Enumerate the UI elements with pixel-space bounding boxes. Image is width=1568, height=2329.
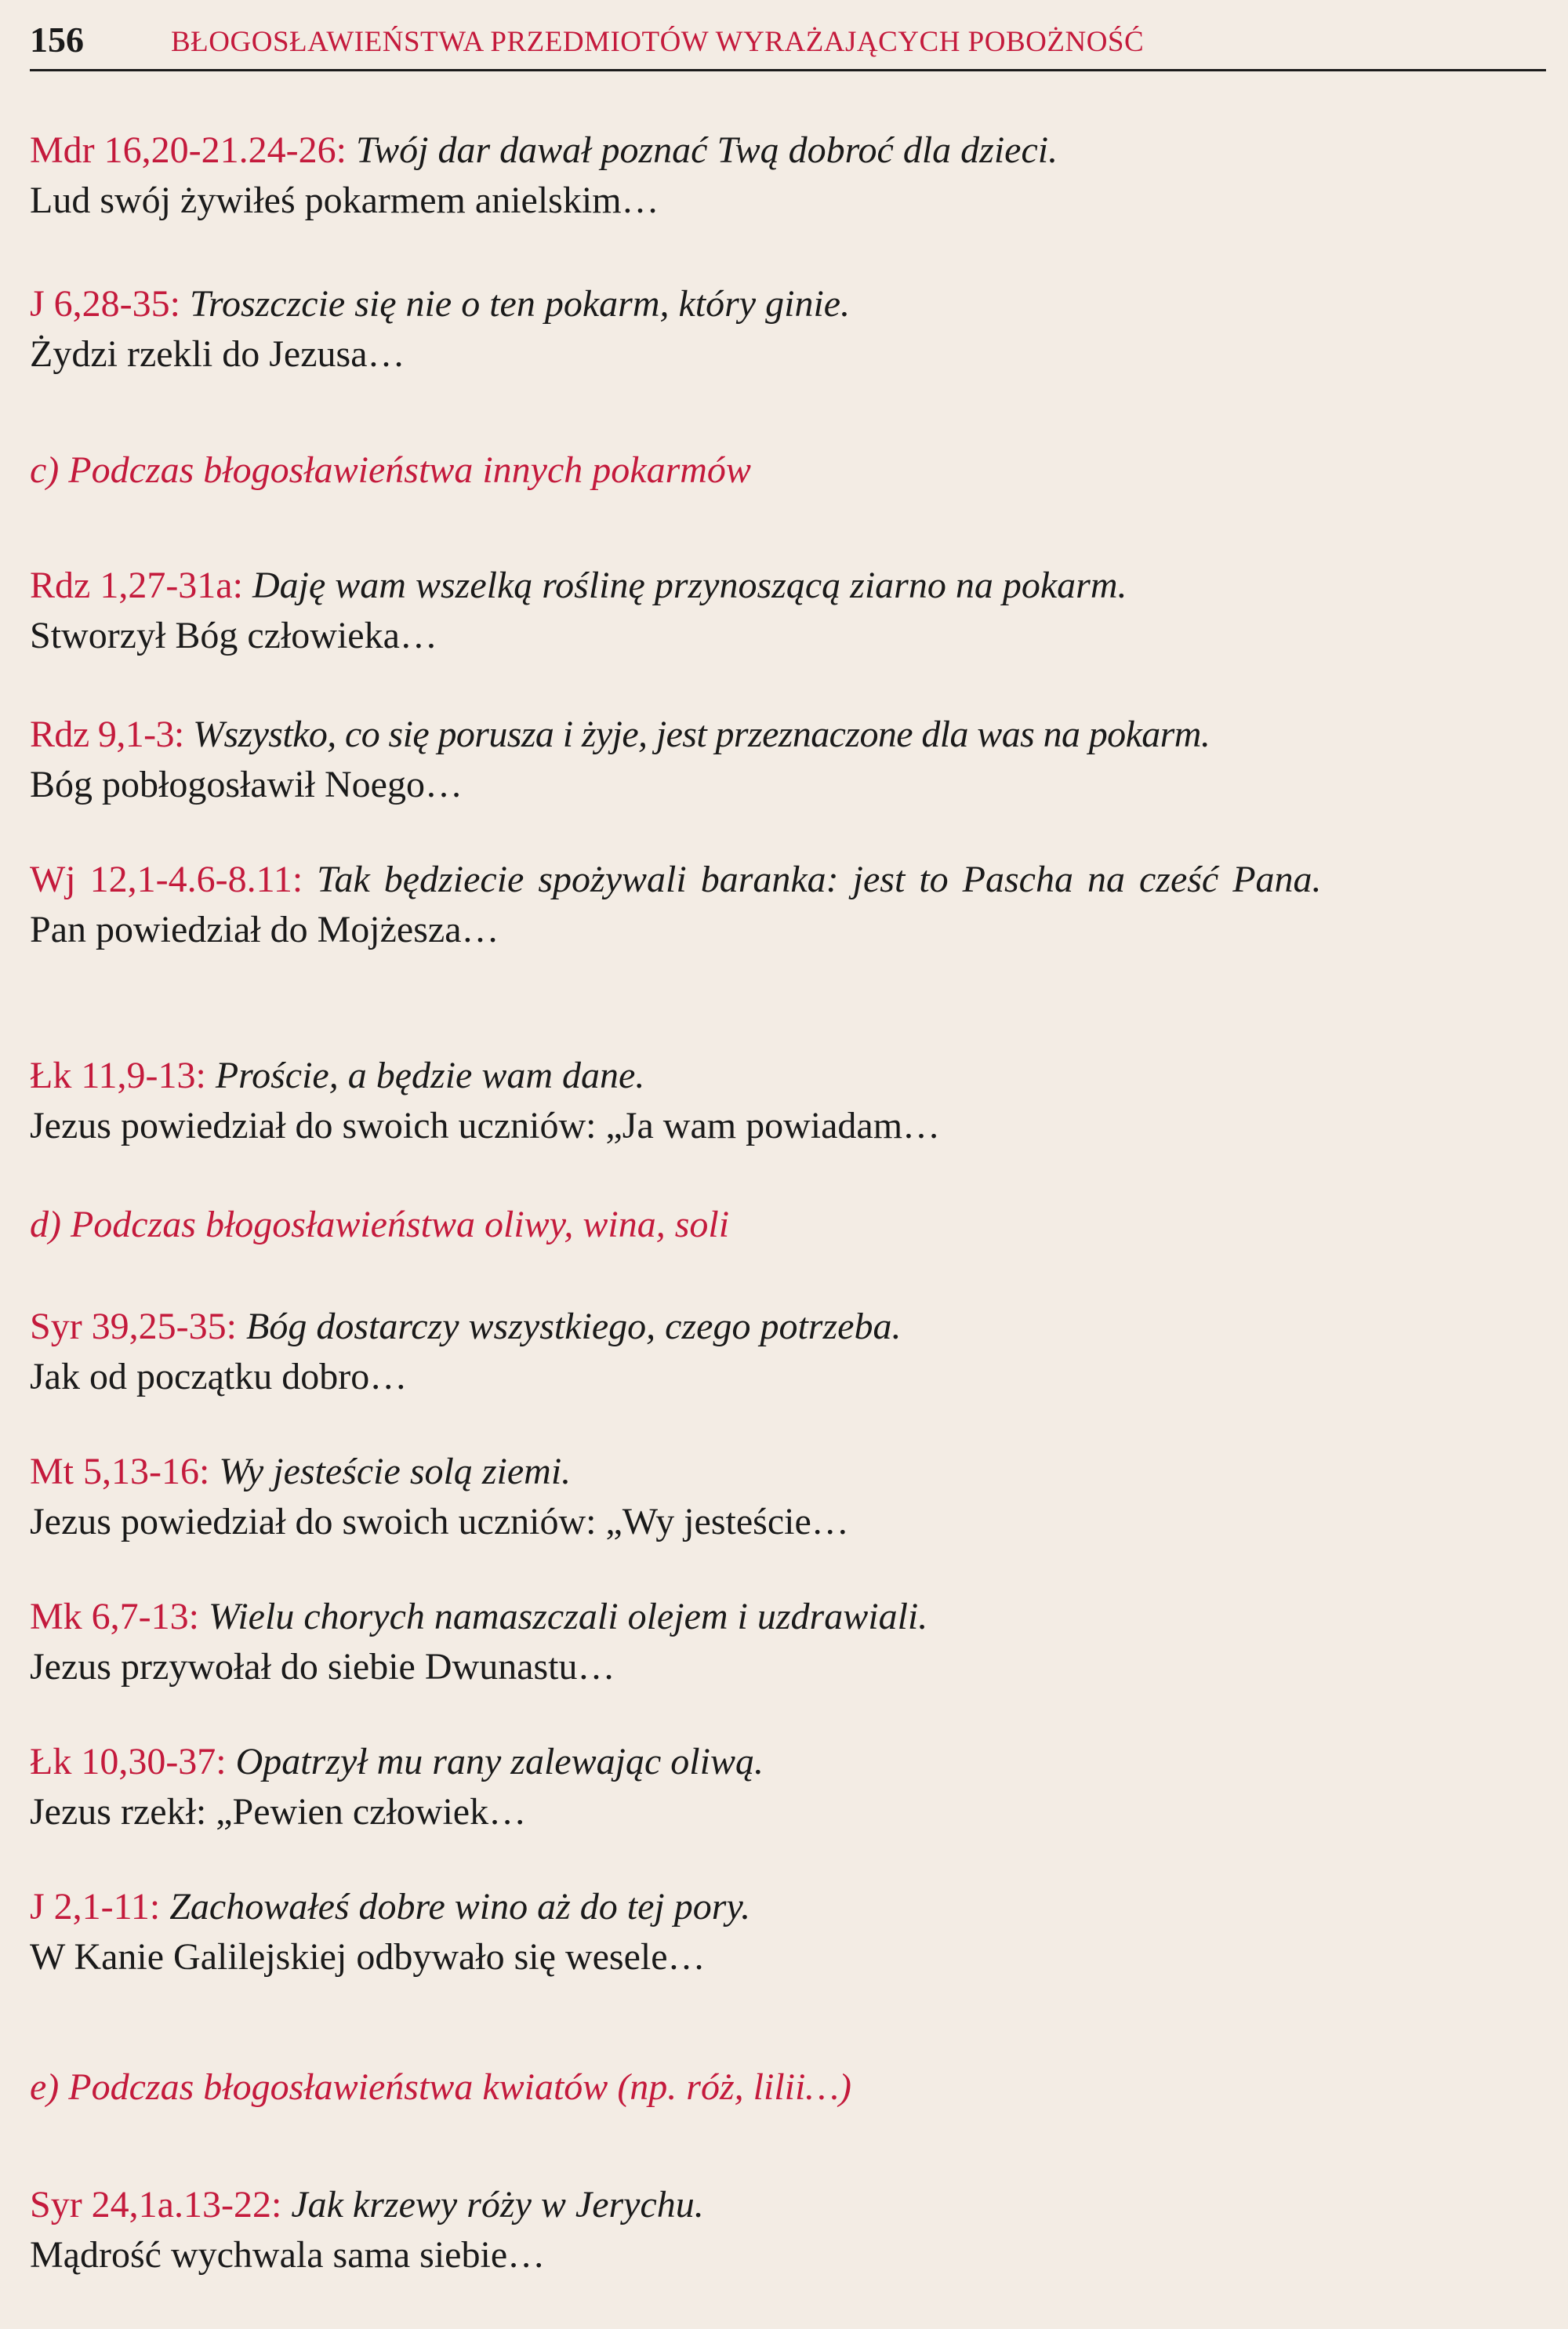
- reading-line: [30, 710, 1210, 760]
- reading-reference: Syr 39,25-35:: [30, 1306, 237, 1347]
- reading-line: [30, 1592, 927, 1642]
- reading-reference: Łk 11,9-13:: [30, 1055, 206, 1096]
- reading-motto: Daję wam wszelką roślinę przynoszącą ziarno na pokarm.: [252, 565, 1127, 606]
- running-title: BŁOGOSŁAWIEŃSTWA PRZEDMIOTÓW WYRAŻAJĄCYCH POBOŻNOŚĆ: [171, 26, 1145, 58]
- reading-entry: [30, 279, 850, 380]
- reading-incipit: Jezus rzekł: „Pewien człowiek…: [30, 1791, 527, 1833]
- reading-reference: Mk 6,7-13:: [30, 1596, 199, 1637]
- reading-incipit: Stworzył Bóg człowieka…: [30, 615, 437, 656]
- reading-incipit: Bóg pobłogosławił Noego…: [30, 764, 463, 805]
- reading-motto: Twój dar dawał poznać Twą dobroć dla dzieci.: [355, 129, 1058, 171]
- reading-entry: [30, 2180, 704, 2280]
- reading-reference: J 2,1-11:: [30, 1886, 161, 1928]
- reading-entry: [30, 561, 1127, 661]
- reading-entry: [30, 125, 1058, 226]
- reading-motto: Wszystko, co się porusza i żyje, jest przeznaczone dla was na pokarm.: [193, 714, 1210, 755]
- reading-reference: Łk 10,30-37:: [30, 1741, 227, 1782]
- reading-entry: [30, 1302, 901, 1402]
- reading-reference: Wj 12,1-4.6-8.11:: [30, 859, 303, 900]
- reading-line: [30, 561, 1127, 611]
- reading-line: [30, 279, 850, 329]
- reading-motto: Opatrzył mu rany zalewając oliwą.: [235, 1741, 764, 1782]
- reading-motto: Proście, a będzie wam dane.: [215, 1055, 645, 1096]
- reading-entry: [30, 1447, 849, 1547]
- reading-reference: Mdr 16,20-21.24-26:: [30, 129, 347, 171]
- reading-entry: [30, 1737, 764, 1837]
- reading-motto: Troszczcie się nie o ten pokarm, który ginie.: [190, 283, 851, 325]
- reading-entry: [30, 1051, 940, 1151]
- reading-line: [30, 1447, 849, 1497]
- section-heading: d) Podczas błogosławieństwa oliwy, wina, soli: [30, 1204, 730, 1245]
- reading-motto: Wy jesteście solą ziemi.: [219, 1451, 572, 1492]
- reading-incipit: Jezus powiedział do swoich uczniów: „Wy jesteście…: [30, 1501, 849, 1542]
- reading-line: [30, 1051, 940, 1101]
- reading-reference: Syr 24,1a.13-22:: [30, 2184, 282, 2225]
- reading-incipit: Pan powiedział do Mojżesza…: [30, 909, 499, 950]
- reading-incipit: Jezus powiedział do swoich uczniów: „Ja wam powiadam…: [30, 1105, 941, 1146]
- page-header: [30, 17, 1546, 71]
- reading-incipit: W Kanie Galilejskiej odbywało się wesele…: [30, 1936, 706, 1978]
- reading-motto: Jak krzewy róży w Jerychu.: [291, 2184, 704, 2225]
- reading-entry: [30, 1592, 927, 1692]
- reading-entry: [30, 1882, 750, 1982]
- reading-incipit: Mądrość wychwala sama siebie…: [30, 2234, 546, 2276]
- reading-motto: Tak będziecie spożywali baranka: jest to Pascha na cześć Pana.: [317, 859, 1322, 900]
- section-heading: c) Podczas błogosławieństwa innych pokarmów: [30, 449, 751, 491]
- section-heading: e) Podczas błogosławieństwa kwiatów (np. róż, lilii…): [30, 2066, 852, 2108]
- reading-incipit: Lud swój żywiłeś pokarmem anielskim…: [30, 180, 659, 221]
- reading-line: [30, 855, 1546, 905]
- reading-reference: J 6,28-35:: [30, 283, 180, 325]
- reading-reference: Rdz 9,1-3:: [30, 714, 184, 755]
- reading-reference: Mt 5,13-16:: [30, 1451, 210, 1492]
- reading-line: [30, 125, 1058, 176]
- reading-motto: Wielu chorych namaszczali olejem i uzdrawiali.: [209, 1596, 928, 1637]
- reading-motto: Bóg dostarczy wszystkiego, czego potrzeba.: [246, 1306, 902, 1347]
- reading-incipit: Jak od początku dobro…: [30, 1356, 408, 1397]
- reading-entry: [30, 710, 1210, 810]
- reading-entry: [30, 855, 1546, 955]
- reading-reference: Rdz 1,27-31a:: [30, 565, 243, 606]
- reading-line: [30, 1882, 750, 1932]
- page-number: 156: [30, 20, 84, 60]
- reading-incipit: Jezus przywołał do siebie Dwunastu…: [30, 1646, 615, 1688]
- reading-line: [30, 2180, 704, 2230]
- reading-incipit: Żydzi rzekli do Jezusa…: [30, 333, 405, 375]
- reading-line: [30, 1302, 901, 1352]
- reading-line: [30, 1737, 764, 1787]
- reading-motto: Zachowałeś dobre wino aż do tej pory.: [169, 1886, 751, 1928]
